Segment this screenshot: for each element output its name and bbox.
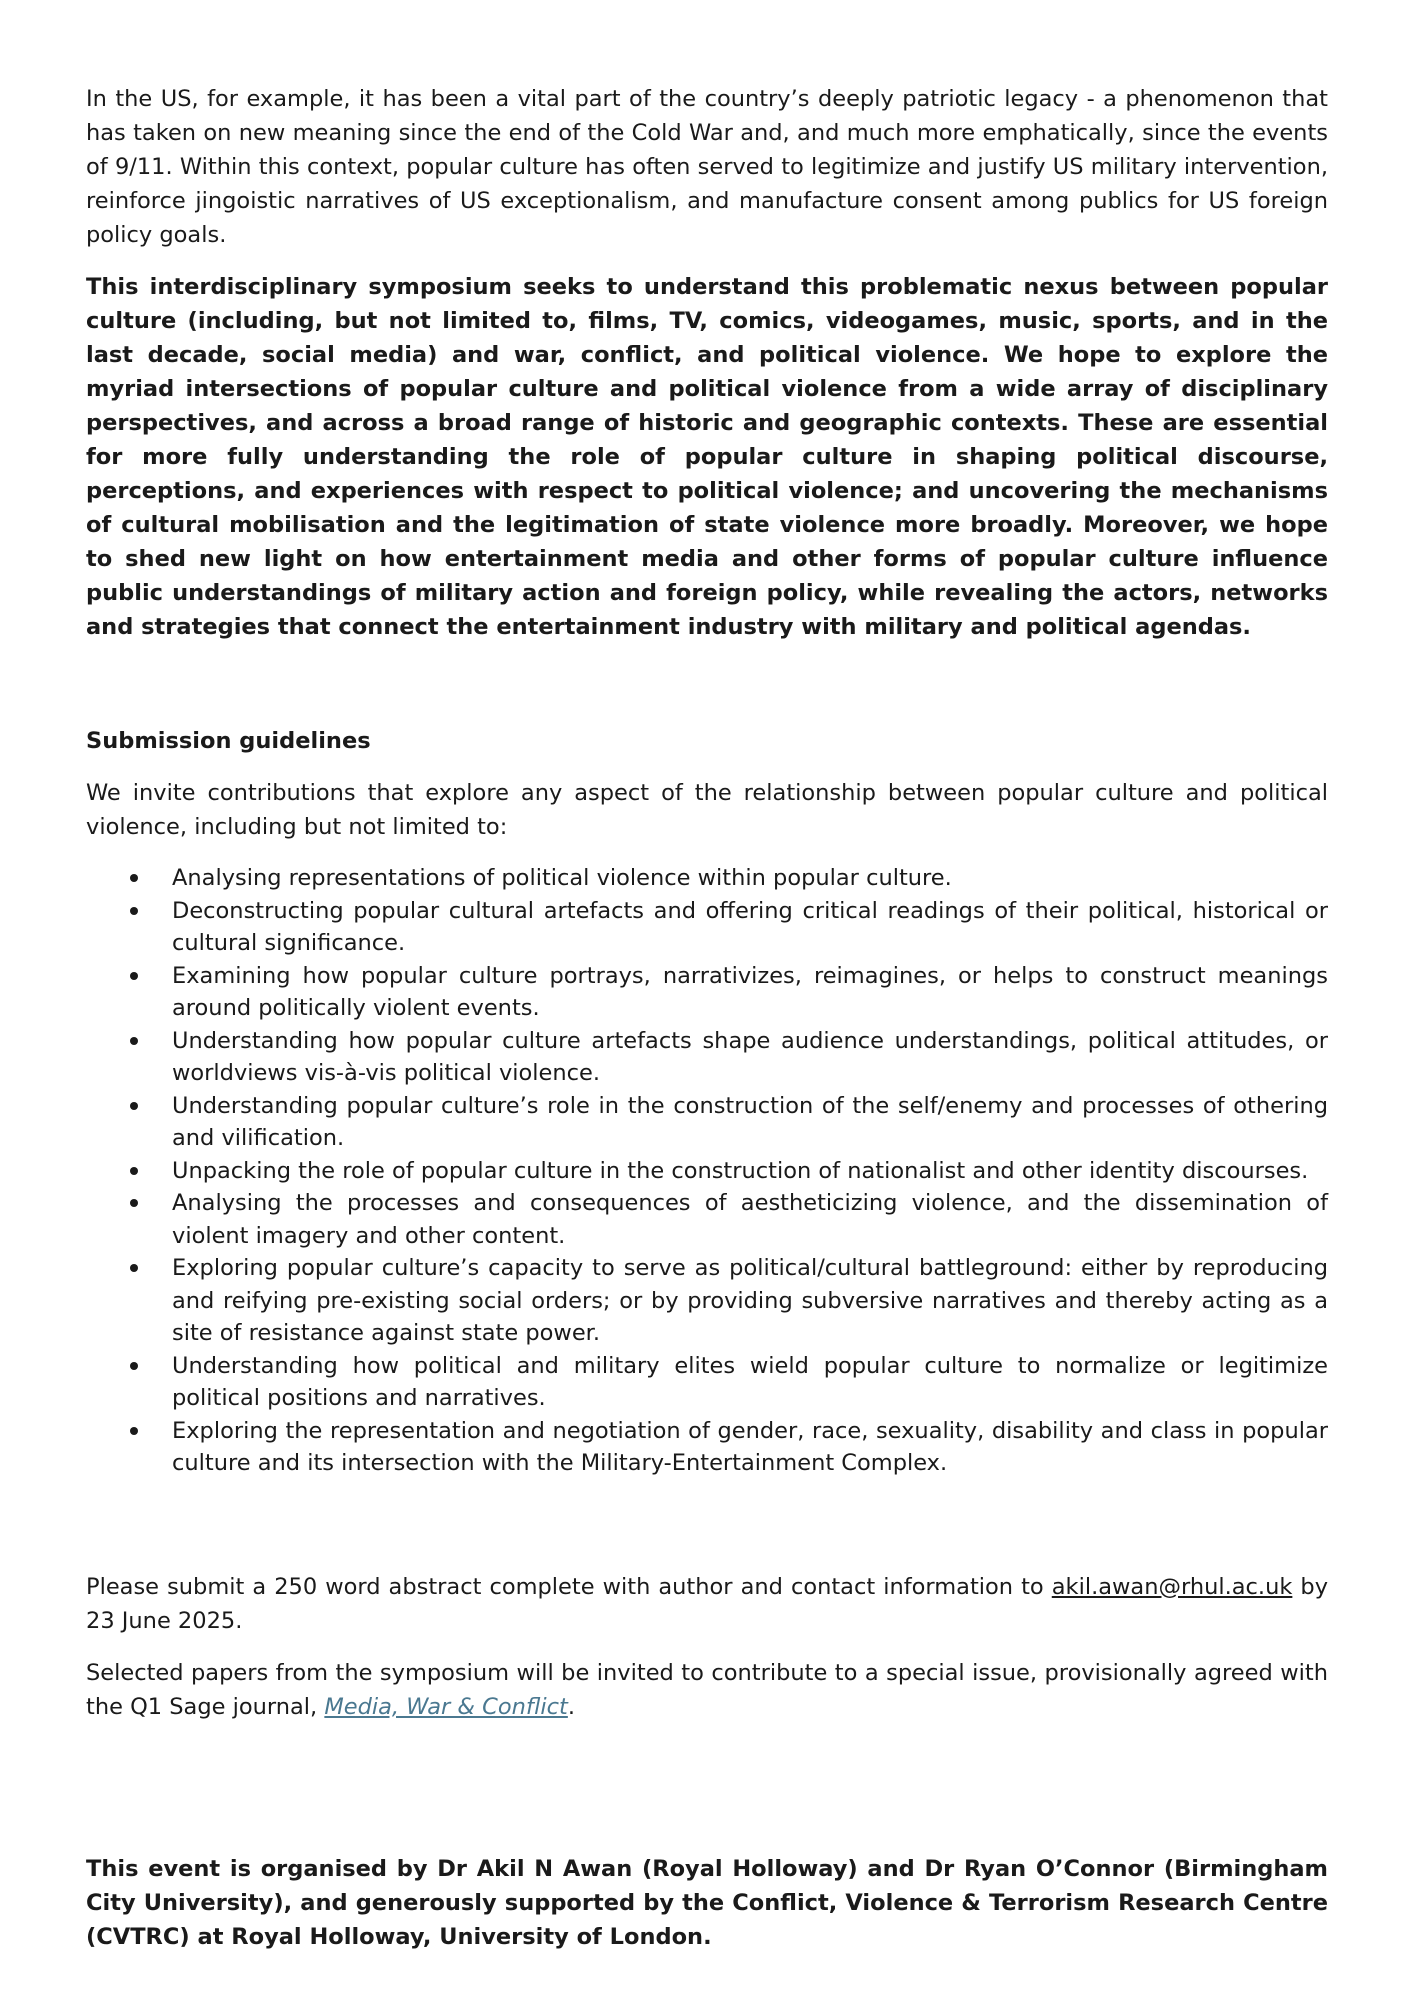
organisers-paragraph: This event is organised by Dr Akil N Awan (Royal Holloway) and Dr Ryan O’Connor (Birmingham City University), and generously supported by the Conflict, Violence & Terrorism Research Centre (CVTRC) at Royal Holloway, University of London. bbox=[86, 1855, 1328, 1950]
list-item: Exploring popular culture’s capacity to serve as political/cultural battleground: either by reproducing and reifying pre-existing social orders; or by providing subversive narratives and thereby acting as a site of resistance against state power. bbox=[86, 1252, 1328, 1350]
bullet-icon bbox=[130, 907, 138, 915]
list-item: Analysing representations of political violence within popular culture. bbox=[86, 862, 1328, 895]
bullet-icon bbox=[130, 874, 138, 882]
list-item: Deconstructing popular cultural artefacts and offering critical readings of their political, historical or cultural significance. bbox=[86, 895, 1328, 960]
submit-paragraph: Please submit a 250 word abstract complete with author and contact information to akil.awan@rhul.ac.uk by 23 June 2025. bbox=[86, 1573, 1329, 1634]
submission-guidelines-heading: Submission guidelines bbox=[86, 728, 371, 754]
bullet-icon bbox=[130, 1037, 138, 1045]
list-item: Examining how popular culture portrays, narrativizes, reimagines, or helps to construct meanings around politically violent events. bbox=[86, 960, 1328, 1025]
bullet-icon bbox=[130, 1199, 138, 1207]
bullet-icon bbox=[130, 972, 138, 980]
list-item: Understanding how popular culture artefacts shape audience understandings, political attitudes, or worldviews vis-à-vis political violence. bbox=[86, 1025, 1328, 1090]
list-item: Understanding how political and military elites wield popular culture to normalize or legitimize political positions and narratives. bbox=[86, 1350, 1328, 1415]
spacer bbox=[86, 1742, 1328, 1852]
journal-link[interactable]: Media, War & Conflict bbox=[324, 1693, 568, 1720]
list-item: Analysing the processes and consequences of aestheticizing violence, and the dissemination of violent imagery and other content. bbox=[86, 1187, 1328, 1252]
bullet-icon bbox=[130, 1167, 138, 1175]
document-page bbox=[86, 82, 1328, 1972]
selected-papers-paragraph: Selected papers from the symposium will be invited to contribute to a special issue, provisionally agreed with the Q1 Sage journal, Media, War & Conflict. bbox=[86, 1659, 1328, 1720]
topics-list bbox=[86, 862, 1328, 1480]
bullet-icon bbox=[130, 1264, 138, 1272]
email-link[interactable]: akil.awan@rhul.ac.uk bbox=[1051, 1573, 1293, 1600]
intro-paragraph: In the US, for example, it has been a vital part of the country’s deeply patriotic legacy - a phenomenon that has taken on new meaning since the end of the Cold War and, and much more emphatically, since the events of 9/11. Within this context, popular culture has often served to legitimize and justify US military intervention, reinforce jingoistic narratives of US exceptionalism, and manufacture consent among publics for US foreign policy goals. bbox=[86, 86, 1328, 248]
list-item: Exploring the representation and negotiation of gender, race, sexuality, disability and class in popular culture and its intersection with the Military-Entertainment Complex. bbox=[86, 1415, 1328, 1480]
list-item: Understanding popular culture’s role in the construction of the self/enemy and processes of othering and vilification. bbox=[86, 1090, 1328, 1155]
symposium-paragraph: This interdisciplinary symposium seeks to understand this problematic nexus between popular culture (including, but not limited to, films, TV, comics, videogames, music, sports, and in the last decade, social media) and war, conflict, and political violence. We hope to explore the myriad intersections of popular culture and political violence from a wide array of disciplinary perspectives, and across a broad range of historic and geographic contexts. These are essential for more fully understanding the role of popular culture in shaping political discourse, perceptions, and experiences with respect to political violence; and uncovering the mechanisms of cultural mobilisation and the legitimation of state violence more broadly. Moreover, we hope to shed new light on how entertainment media and other forms of popular culture influence public understandings of military action and foreign policy, while revealing the actors, networks and strategies that connect the entertainment industry with military and political agendas. bbox=[86, 274, 1328, 640]
invite-paragraph: We invite contributions that explore any aspect of the relationship between popular culture and political violence, including but not limited to: bbox=[86, 780, 1328, 840]
list-item: Unpacking the role of popular culture in the construction of nationalist and other identity discourses. bbox=[86, 1155, 1328, 1188]
bullet-icon bbox=[130, 1427, 138, 1435]
bullet-icon bbox=[130, 1102, 138, 1110]
bullet-icon bbox=[130, 1362, 138, 1370]
